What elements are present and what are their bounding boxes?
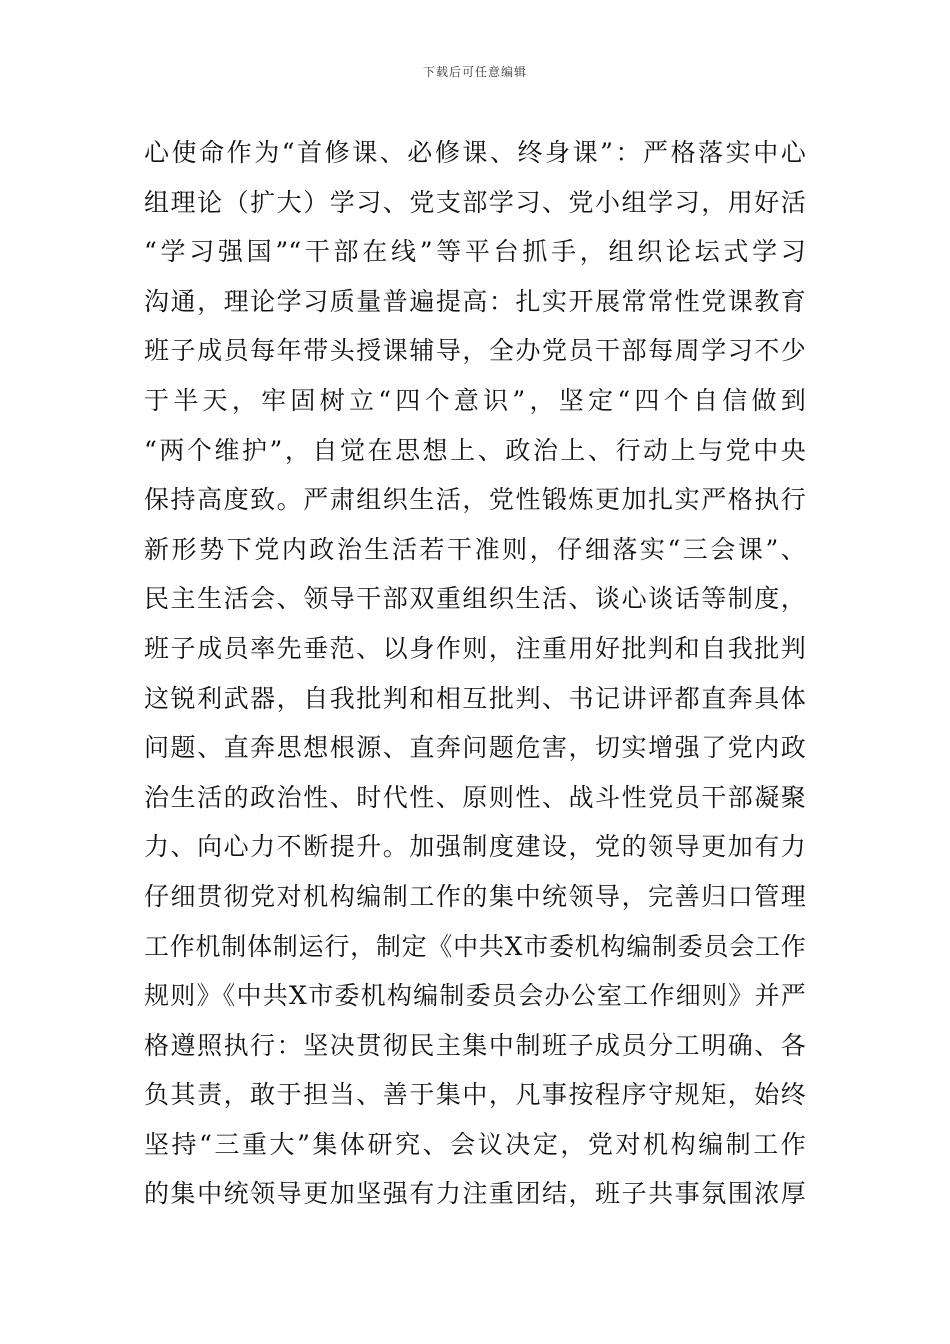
text-line-13: 问题、直奔思想根源、直奔问题危害，切实增强了党内政 (144, 733, 806, 763)
text-line-14: 治生活的政治性、时代性、原则性、战斗性党员干部凝聚 (144, 782, 806, 812)
page-header: 下载后可任意编辑 (422, 65, 527, 79)
text-line-11: 班子成员率先垂范、以身作则，注重用好批判和自我批判 (144, 633, 806, 663)
text-line-21: 坚持“三重大”集体研究、会议决定，党对机构编制工作 (144, 1129, 806, 1159)
text-line-22: 的集中统领导更加坚强有力注重团结，班子共事氛围浓厚 (144, 1179, 806, 1209)
text-line-15: 力、向心力不断提升。加强制度建设，党的领导更加有力 (144, 832, 806, 862)
text-line-7: “两个维护”，自觉在思想上、政治上、行动上与党中央 (144, 435, 806, 465)
text-line-12: 这锐利武器，自我批判和相互批判、书记讲评都直奔具体 (144, 683, 806, 713)
text-line-4: 沟通，理论学习质量普遍提高：扎实开展常常性党课教育 (144, 286, 806, 316)
text-line-20: 负其责，敢于担当、善于集中，凡事按程序守规矩，始终 (144, 1080, 806, 1110)
text-line-8: 保持高度致。严肃组织生活，党性锻炼更加扎实严格执行 (144, 485, 806, 515)
text-line-6: 于半天，牢固树立“四个意识”，坚定“四个自信做到 (144, 385, 806, 415)
text-line-16: 仔细贯彻党对机构编制工作的集中统领导，完善归口管理 (144, 881, 806, 911)
document-body (144, 128, 806, 1219)
text-line-3: “学习强国”“干部在线”等平台抓手，组织论坛式学习 (144, 237, 806, 267)
text-line-1: 心使命作为“首修课、必修课、终身课”：严格落实中心 (144, 138, 806, 167)
text-line-2: 组理论（扩大）学习、党支部学习、党小组学习，用好活 (144, 187, 806, 217)
text-line-19: 格遵照执行：坚决贯彻民主集中制班子成员分工明确、各 (144, 1030, 806, 1060)
text-line-18: 规则》《中共X市委机构编制委员会办公室工作细则》并严 (144, 981, 806, 1011)
text-line-5: 班子成员每年带头授课辅导，全办党员干部每周学习不少 (144, 336, 806, 366)
text-line-17: 工作机制体制运行，制定《中共X市委机构编制委员会工作 (144, 931, 806, 961)
text-line-9: 新形势下党内政治生活若干准则，仔细落实“三会课”、 (144, 534, 806, 564)
text-line-10: 民主生活会、领导干部双重组织生活、谈心谈话等制度， (144, 584, 806, 614)
